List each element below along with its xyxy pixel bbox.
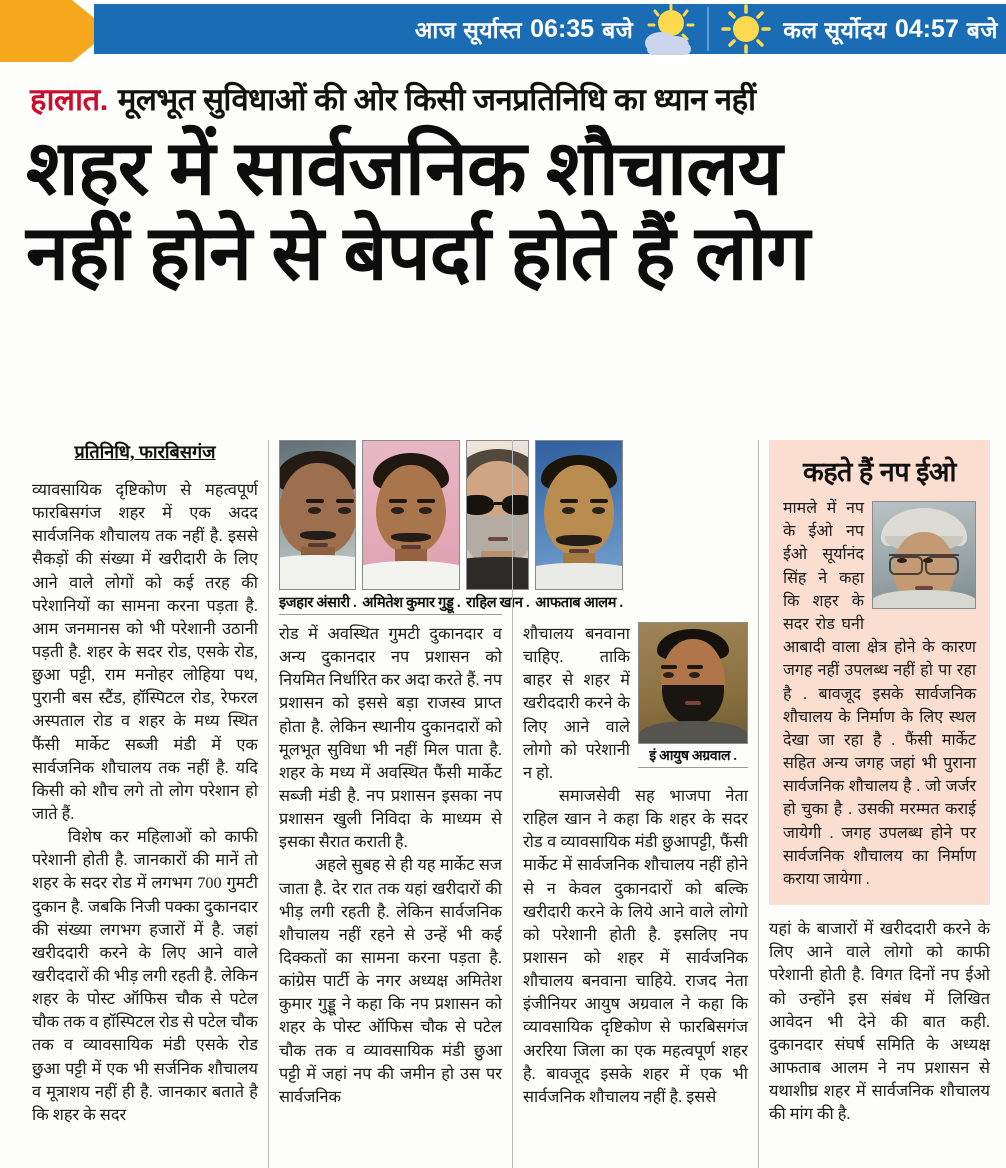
paragraph: अहले सुबह से ही यह मार्केट सज जाता है. देर रात तक यहां खरीदारों की भीड़ लगी रहती है. लेकिन सार्वजनिक शौचालय नहीं रहने से उन्हें भी कई दिक्कतों का सामना करना पड़ता है. कांग्रेस पार्टी के नगर अध्यक्ष अमितेश कुमार गुड्डू ने कहा कि नप प्रशासन को शहर के पोस्ट ऑफिस चौक से पटेल चौक तक व व्यावसायिक मंडी छुआ पट्टी में जहां नप की जमीन हो उस पर सार्वजनिक [278, 855, 502, 1106]
article-column-4 [758, 440, 992, 1168]
kicker-label: हालात. [30, 82, 108, 117]
sunset-segment [407, 4, 708, 54]
headline-line-2: नहीं होने से बेपर्दा होते हैं लोग [26, 211, 810, 297]
sun-behind-cloud-icon [641, 3, 699, 55]
portrait-caption: इजहार अंसारी . [278, 595, 357, 611]
sidebar-body: मामले में नप के ईओ नप ईओ सूर्यानंद सिंह ने कहा कि शहर के सदर रोड घनी आबादी वाला क्षेत्र होने के कारण जगह नहीं उपलब्ध नहीं हो पा रहा है . बावजूद इसके सार्वजनिक शौचालय के निर्माण के लिए स्थल देखा जा रहा है . फैंसी मार्केट सहित अन्य जगह जहां भी पुराना सार्वजनिक शौचालय है . जो जर्जर हो चुका है . उसकी मरम्मत कराई जायेगी . जगह उपलब्ध होने पर सार्वजनिक शौचालय का निर्माण कराया जायेगा . [782, 500, 976, 888]
sunset-unit: बजे [602, 17, 634, 43]
portrait-izhar-ansari [279, 440, 356, 590]
banner-blue-strip [94, 4, 1006, 54]
sunrise-segment [709, 4, 1006, 54]
sunset-label: आज सूर्यास्त [414, 17, 523, 43]
article-column-1 [22, 440, 268, 1168]
byline: प्रतिनिधि, फारबिसगंज [74, 442, 216, 462]
inset-portrait-caption: इं आयुष अग्रवाल . [649, 749, 737, 764]
sunrise-unit: बजे [966, 17, 998, 43]
kicker [30, 78, 984, 120]
portrait-caption: अमितेश कुमार गुड्डू . [362, 595, 461, 611]
paragraph: यहां के बाजारों में खरीददारी करने के लिए आने वाले लोगो को काफी परेशानी होती है. विगत दिनों नप ईओ को उन्होंने इस संबंध में लिखित आवेदन भी देने की बात कही. दुकानदार संघर्ष समिति के अध्यक्ष आफताब आलम ने नप प्रशासन से यथाशीघ्र शहर में सार्वजनिक शौचालय की मांग की है. [768, 919, 990, 1124]
article-column-3 [512, 440, 758, 1168]
kicker-text: मूलभूत सुविधाओं की ओर किसी जनप्रतिनिधि का ध्यान नहीं [117, 82, 756, 117]
eo-portrait-block [872, 501, 976, 609]
sun-icon [717, 3, 775, 55]
paragraph: व्यावसायिक दृष्टिकोण से महत्वपूर्ण फारबिसगंज शहर में एक अदद सार्वजनिक शौचालय तक नहीं है. इससे सैकड़ों की संख्या में खरीदारी के लिए आने वाले लोगों को कई तरह की परेशानियों का सामना करना पड़ता है. आम जनमानस को भी परेशानी उठानी पड़ती है. शहर के सदर रोड, एसके रोड, छुआ पट्टी, राम मनोहर लोहिया पथ, पुरानी बस स्टैंड, हॉस्पिटल रोड, रेफरल अस्पताल रोड व शहर के मध्य स्थित फैंसी मार्केट सब्जी मंडी में एक सार्वजनिक शौचालय तक नहीं है. यदि किसी को शौच लगे तो लोग परेशान हो जाते हैं. [32, 480, 258, 823]
photo-row-divider [279, 614, 502, 615]
paragraph: शौचालय बनवाना चाहिए. ताकि बाहर से शहर में खरीददारी करने के लिए आने वाले लोगो को परेशानी न हो. [522, 624, 630, 782]
sidebar-quote-box [769, 440, 990, 905]
article-body [0, 440, 1006, 1168]
paragraph: समाजसेवी सह भाजपा नेता राहिल खान ने कहा कि शहर के सदर रोड व व्यावसायिक मंडी छुआपट्टी, फैंसी मार्केट में सार्वजनिक शौचालय नहीं होने से न केवल दुकानदारों को बल्कि खरीदारी करने के लिये आने वाले लोगो को परेशानी होती है. इसलिए नप प्रशासन को शहर में सार्वजनिक शौचालय बनवाना चाहिये. राजद नेता इंजीनियर आयुष अग्रवाल ने कहा कि व्यावसायिक दृष्टिकोण से फारबिसगंज अररिया जिला का एक महत्वपूर्ण शहर है. बावजूद इसके शहर में एक भी सार्वजनिक शौचालय नहीं है. इससे [522, 785, 748, 1106]
weather-banner [0, 0, 1006, 62]
portrait-cell [279, 440, 356, 612]
portrait-photo-row [278, 440, 623, 623]
portrait-ayush-agrawal [638, 622, 748, 744]
page-title [26, 126, 988, 296]
portrait-suryanand-singh [872, 501, 976, 609]
paragraph: रोड में अवस्थित गुमटी दुकानदार व अन्य दुकानदार नप प्रशासन को नियमित निर्धारित कर अदा करते हैं. नप प्रशासन को इससे बड़ा राजस्व प्राप्त होता है. लेकिन स्थानीय दुकानदारों को मूलभूत सुविधा भी नहीं मिल पाता है. शहर के मध्य में अवस्थित फैंसी मार्केट सब्जी मंडी है. नप प्रशासन इसका नप प्रशासन खुली निविदा के माध्यम से इसका सैरात कराती है. [278, 624, 502, 852]
paragraph: विशेष कर महिलाओं को काफी परेशानी होती है. जानकारों की मानें तो शहर के सदर रोड में लगभग 700 गुमटी दुकान है. जबकि निजी पक्का दुकानदार की संख्या लगभग हजारों में है. जहां खरीददारी करने के लिए आने वाले खरीददारों की भीड़ लगी रहती है. लेकिन शहर के पोस्ट ऑफिस चौक से पटेल चौक तक व हॉस्पिटल रोड से पटेल चौक तक व व्यावसायिक मंडी एसके रोड छुआ पट्टी में एक भी सर्जनिक शौचालय व मूत्राशय नहीं ही है. जानकार बताते है कि शहर के सदर [32, 827, 258, 1124]
sunset-time: 06:35 [530, 14, 595, 43]
inset-divider [638, 767, 748, 768]
headline-line-1: शहर में सार्वजनिक शौचालय [26, 126, 782, 211]
sidebar-title: कहते हैं नप ईओ [802, 457, 956, 487]
portrait-caption: राहिल खान . [466, 595, 530, 611]
sunrise-label: कल सूर्योदय [783, 17, 887, 43]
sunrise-time: 04:57 [894, 14, 959, 43]
portrait-amitesh-kumar-guddu [362, 440, 460, 590]
portrait-cell [362, 440, 460, 612]
inset-portrait-block [638, 622, 748, 768]
portrait-caption: आफताब आलम . [535, 595, 623, 611]
